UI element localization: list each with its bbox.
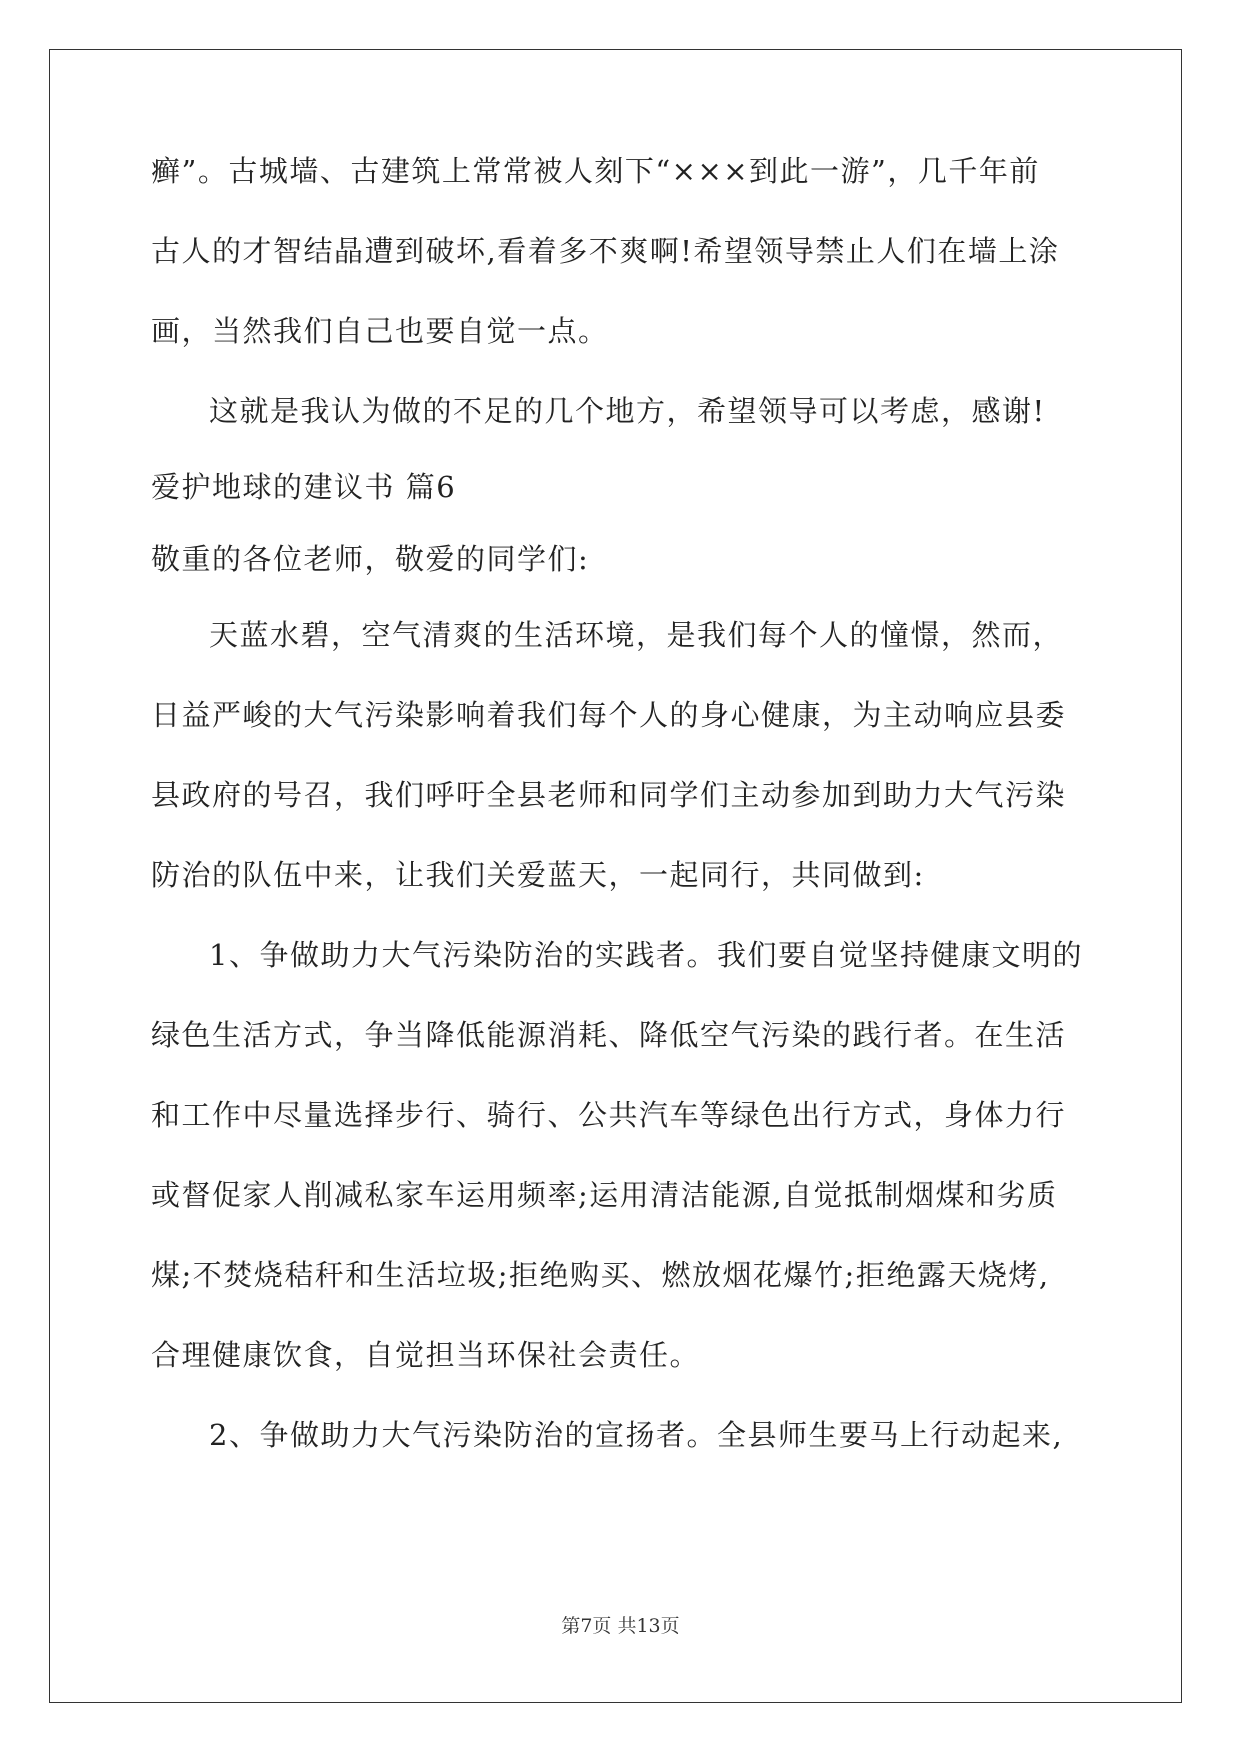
body-line-16: 合理健康饮食，自觉担当环保社会责任。 [151, 1338, 701, 1372]
body-line-3: 画，当然我们自己也要自觉一点。 [151, 314, 609, 348]
body-line-7: 天蓝水碧，空气清爽的生活环境，是我们每个人的憧憬，然而， [209, 618, 1064, 652]
body-line-12: 绿色生活方式，争当降低能源消耗、降低空气污染的践行者。在生活 [151, 1018, 1067, 1052]
section-heading: 爱护地球的建议书 篇6 [151, 470, 457, 504]
body-line-15: 煤;不焚烧秸秆和生活垃圾;拒绝购买、燃放烟花爆竹;拒绝露天烧烤, [151, 1258, 1050, 1292]
body-line-10: 防治的队伍中来，让我们关爱蓝天，一起同行，共同做到: [151, 858, 925, 892]
body-line-8: 日益严峻的大气污染影响着我们每个人的身心健康，为主动响应县委 [151, 698, 1067, 732]
salutation: 敬重的各位老师，敬爱的同学们: [151, 542, 590, 576]
body-line-9: 县政府的号召，我们呼吁全县老师和同学们主动参加到助力大气污染 [151, 778, 1067, 812]
body-line-2: 古人的才智结晶遭到破坏,看着多不爽啊!希望领导禁止人们在墙上涂 [151, 234, 1060, 268]
body-line-1: 癣”。古城墙、古建筑上常常被人刻下“×××到此一游”，几千年前 [151, 154, 1040, 188]
body-line-14: 或督促家人削减私家车运用频率;运用清洁能源,自觉抵制烟煤和劣质 [151, 1178, 1058, 1212]
document-body [151, 131, 1083, 1475]
body-line-13: 和工作中尽量选择步行、骑行、公共汽车等绿色出行方式，身体力行 [151, 1098, 1067, 1132]
body-line-4: 这就是我认为做的不足的几个地方，希望领导可以考虑，感谢! [209, 394, 1046, 428]
page-number-footer: 第7页 共13页 [561, 1615, 680, 1637]
body-line-11: 1、争做助力大气污染防治的实践者。我们要自觉坚持健康文明的 [209, 938, 1083, 972]
body-line-17: 2、争做助力大气污染防治的宣扬者。全县师生要马上行动起来, [209, 1418, 1064, 1452]
